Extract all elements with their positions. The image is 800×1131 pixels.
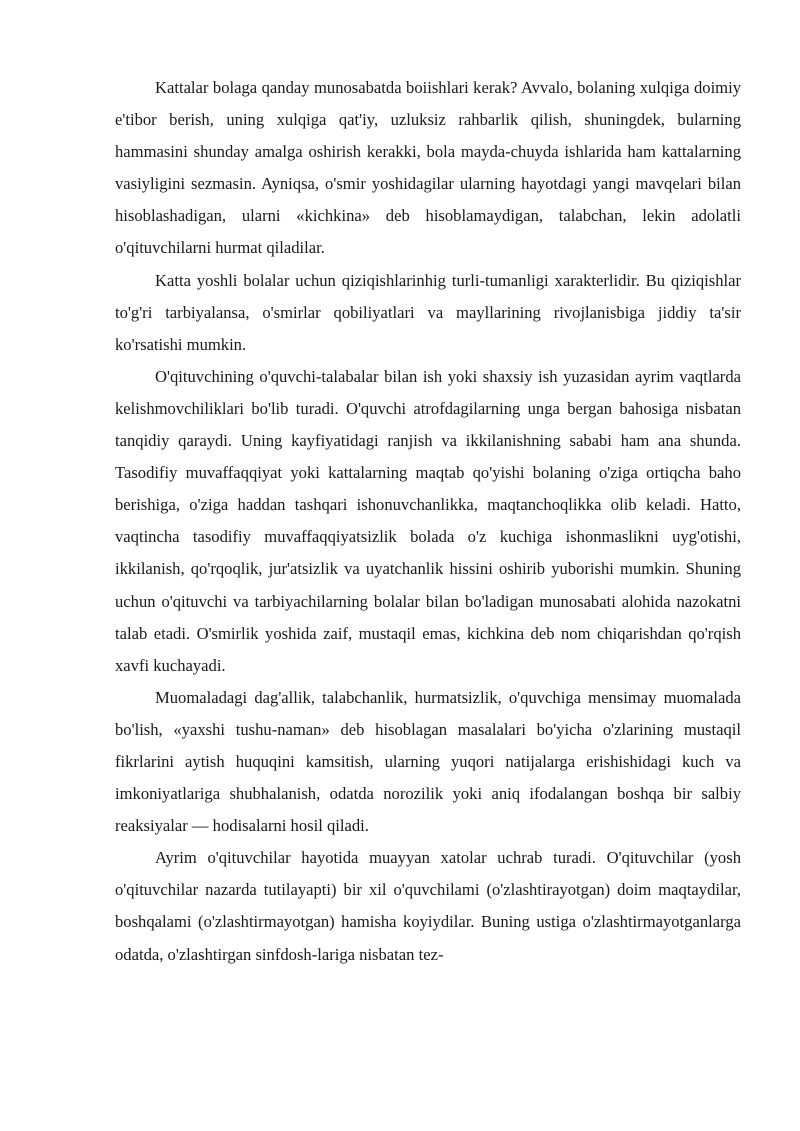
paragraph-2: Katta yoshli bolalar uchun qiziqishlarinhig turli-tumanligi xarakterlidir. Bu qiziqishlar to'g'ri tarbiyalansa, o'smirlar qobiliyatlari va mayllarining rivojlanisbiga jiddiy ta'sir ko'rsatishi mumkin. bbox=[115, 270, 741, 354]
paragraph-5: Ayrim o'qituvchilar hayotida muayyan xatolar uchrab turadi. O'qituvchilar (yosh o'qituvchilar nazarda tutilayapti) bir xil o'quvchilami (o'zlashtirayotgan) doim maqtaydilar, boshqalami (o'zlashtirmayotgan) hamisha koyiydilar. Buning ustiga o'zlashtirmayotganlarga odatda, o'zlashtirgan sinfdosh-lariga nisbatan tez- bbox=[115, 848, 741, 964]
paragraph-1: Kattalar bolaga qanday munosabatda boiishlari kerak? Avvalo, bolaning xulqiga doimiy e'tibor berish, uning xulqiga qat'iy, uzluksiz rahbarlik qilish, shuningdek, bularning hammasini shunday amalga oshirish kerakki, bola mayda-chuyda ishlarida ham kattalarning vasiyligini sezmasin. Ayniqsa, o'smir yoshidagilar ularning hayotdagi yangi mavqelari bilan hisoblashadigan, ularni «kichkina» deb hisoblamaydigan, talabchan, lekin adolatli o'qituvchilarni hurmat qiladilar. bbox=[115, 78, 741, 258]
document-page bbox=[115, 72, 741, 971]
paragraph-4: Muomaladagi dag'allik, talabchanlik, hurmatsizlik, o'quvchiga mensimay muomalada bo'lish, «yaxshi tushu-naman» deb hisoblagan masalalari bo'yicha o'zlarining mustaqil fikrlarini aytish huquqini kamsitish, ularning yuqori natijalarga erishishidagi kuch va imkoniyatlariga shubhalanish, odatda norozilik yoki aniq ifodalangan boshqa bir salbiy reaksiyalar — hodisalarni hosil qiladi. bbox=[115, 687, 741, 836]
paragraph-3: O'qituvchining o'quvchi-talabalar bilan ish yoki shaxsiy ish yuzasidan ayrim vaqtlarda kelishmovchiliklari bo'lib turadi. O'quvchi atrofdagilarning unga bergan bahosiga nisbatan tanqidiy qaraydi. Uning kayfiyatidagi ranjish va ikkilanishning sababi ham ana shunda. Tasodifiy muvaffaqqiyat yoki kattalarning maqtab qo'yishi bolaning o'ziga ortiqcha baho berishiga, o'ziga haddan tashqari ishonuvchanlikka, maqtanchoqlikka olib keladi. Hatto, vaqtincha tasodifiy muvaffaqqiyatsizlik bolada o'z kuchiga ishonmaslikni uyg'otishi, ikkilanish, qo'rqoqlik, jur'atsizlik va uyatchanlik hissini oshirib yuborishi mumkin. Shuning uchun o'qituvchi va tarbiyachilarning bolalar bilan bo'ladigan munosabati alohida nazokatni talab etadi. O'smirlik yoshida zaif, mustaqil emas, kichkina deb nom chiqarishdan qo'rqish xavfi kuchayadi. bbox=[115, 366, 741, 675]
